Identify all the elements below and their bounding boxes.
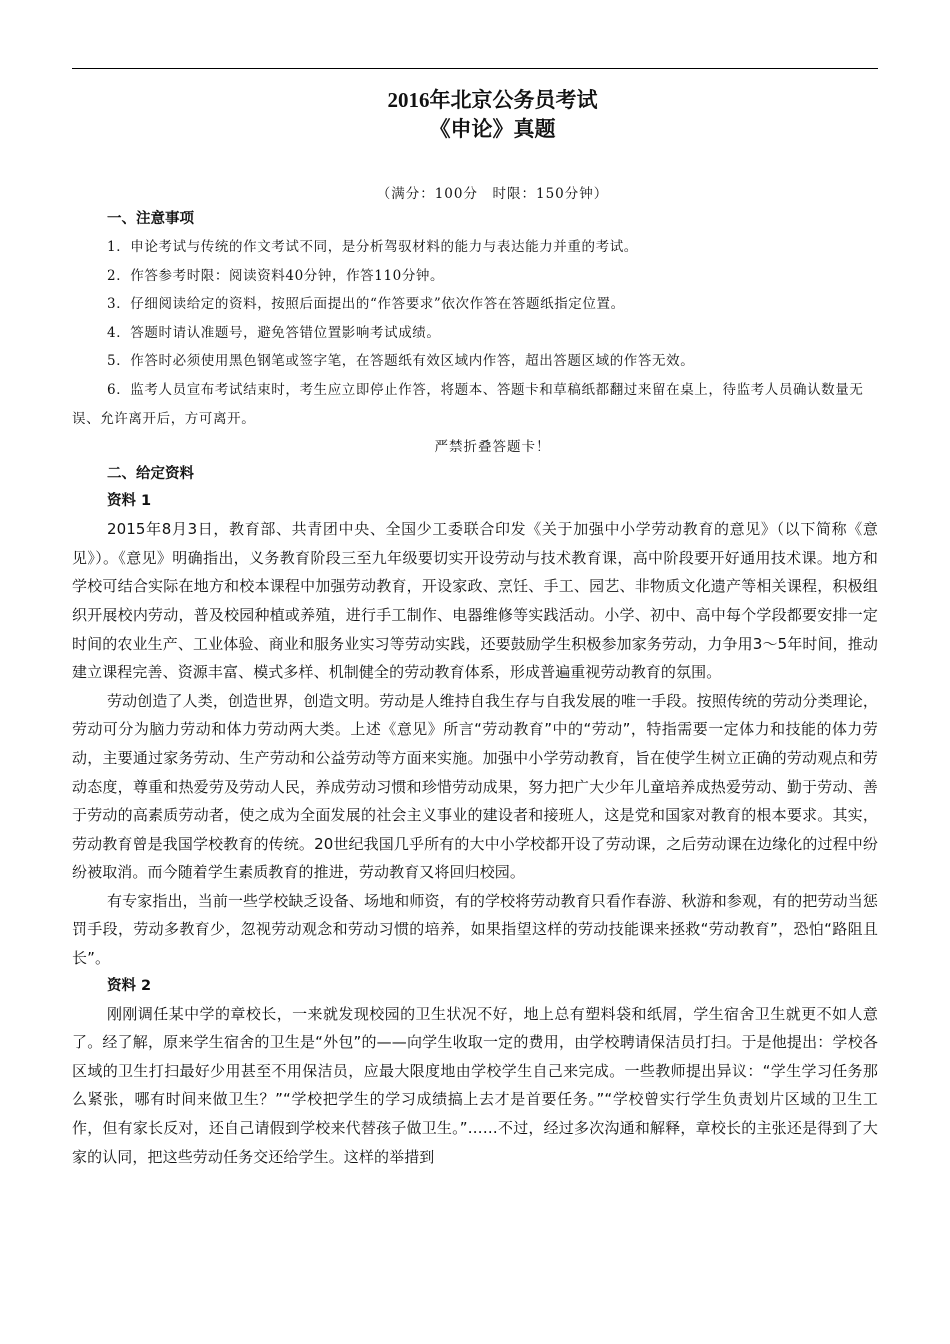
note-item: 6．监考人员宣布考试结束时，考生应立即停止作答，将题本、答题卡和草稿纸都翻过来留在桌上，待监考人员确认数量无误、允许离开后，方可离开。 [72, 381, 864, 427]
material-paragraph: 有专家指出，当前一些学校缺乏设备、场地和师资，有的学校将劳动教育只看作春游、秋游和参观，有的把劳动当惩罚手段，劳动多教育少，忽视劳动观念和劳动习惯的培养，如果指望这样的劳动技能课来拯救“劳动教育”，恐怕“路阻且长”。 [72, 891, 878, 968]
doc-title: 2016年北京公务员考试 [387, 88, 598, 112]
material-paragraph: 2015年8月3日，教育部、共青团中央、全国少工委联合印发《关于加强中小学劳动教育的意见》（以下简称《意见》）。《意见》明确指出，义务教育阶段三至九年级要切实开设劳动与技术教育课，高中阶段要开好通用技术课。地方和学校可结合实际在地方和校本课程中加强劳动教育，开设家政、烹饪、手工、园艺、非物质文化遗产等相关课程，积极组织开展校内劳动，普及校园种植或养殖，进行手工制作、电器维修等实践活动。小学、初中、高中每个学段都要安排一定时间的农业生产、工业体验、商业和服务业实习等劳动实践，还要鼓励学生积极参加家务劳动，力争用3～5年时间，推动建立课程完善、资源丰富、模式多样、机制健全的劳动教育体系，形成普遍重视劳动教育的氛围。 [72, 520, 878, 682]
material-heading: 资料 2 [107, 977, 152, 994]
section-heading-notes: 一、注意事项 [107, 211, 194, 227]
doc-subtitle: 《申论》真题 [429, 117, 556, 141]
material-heading: 资料 1 [107, 493, 152, 510]
exam-meta: （满分：100分 时限：150分钟） [376, 186, 609, 202]
material-paragraph: 劳动创造了人类，创造世界，创造文明。劳动是人维持自我生存与自我发展的唯一手段。按照传统的劳动分类理论，劳动可分为脑力劳动和体力劳动两大类。上述《意见》所言“劳动教育”中的“劳动”，特指需要一定体力和技能的体力劳动，主要通过家务劳动、生产劳动和公益劳动等方面来实施。加强中小学劳动教育，旨在使学生树立正确的劳动观点和劳动态度，尊重和热爱劳及劳动人民，养成劳动习惯和珍惜劳动成果，努力把广大少年儿童培养成热爱劳动、勤于劳动、善于劳动的高素质劳动者，使之成为全面发展的社会主义事业的建设者和接班人，这是党和国家对教育的根本要求。其实，劳动教育曾是我国学校教育的传统。20世纪我国几乎所有的大中小学校都开设了劳动课，之后劳动课在边缘化的过程中纷纷被取消。而今随着学生素质教育的推进，劳动教育又将回归校园。 [72, 691, 878, 882]
warning-text: 严禁折叠答题卡！ [434, 439, 551, 456]
note-item: 3．仔细阅读给定的资料，按照后面提出的“作答要求”依次作答在答题纸指定位置。 [107, 296, 625, 313]
note-item: 4．答题时请认准题号，避免答错位置影响考试成绩。 [107, 324, 441, 341]
note-item: 1．申论考试与传统的作文考试不同，是分析驾驭材料的能力与表达能力并重的考试。 [107, 239, 638, 255]
note-item: 2．作答参考时限：阅读资料40分钟，作答110分钟。 [107, 267, 445, 284]
section-heading-materials: 二、给定资料 [107, 466, 194, 483]
document-page [72, 80, 878, 1171]
header-rule [72, 68, 878, 69]
material-paragraph: 刚刚调任某中学的章校长，一来就发现校园的卫生状况不好，地上总有塑料袋和纸屑，学生宿舍卫生就更不如人意了。经了解，原来学生宿舍的卫生是“外包”的——向学生收取一定的费用，由学校聘请保洁员打扫。于是他提出：学校各区域的卫生打扫最好少用甚至不用保洁员，应最大限度地由学校学生自己来完成。一些教师提出异议：“学生学习任务那么紧张，哪有时间来做卫生？”“学校把学生的学习成绩搞上去才是首要任务。”“学校曾实行学生负责划片区域的卫生工作，但有家长反对，还自己请假到学校来代替孩子做卫生。”……不过，经过多次沟通和解释，章校长的主张还是得到了大家的认同，把这些劳动任务交还给学生。这样的举措到 [72, 1004, 878, 1166]
note-item: 5．作答时必须使用黑色钢笔或签字笔，在答题纸有效区域内作答，超出答题区域的作答无效。 [107, 353, 695, 370]
